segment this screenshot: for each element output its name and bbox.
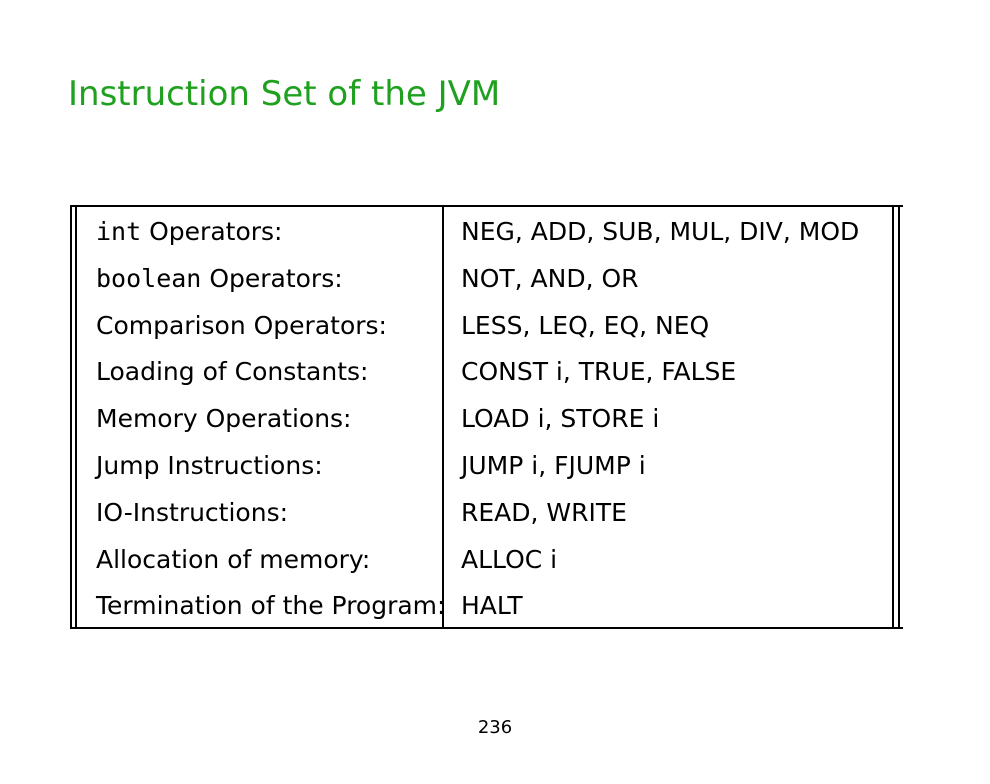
instructions-cell: ALLOC i bbox=[461, 544, 558, 574]
instruction-table bbox=[70, 205, 903, 629]
instructions-cell: LESS, LEQ, EQ, NEQ bbox=[461, 310, 710, 340]
category-code: boolean bbox=[96, 263, 202, 293]
instructions-cell: NOT, AND, OR bbox=[461, 263, 639, 293]
category-cell: IO-Instructions: bbox=[96, 497, 289, 527]
table-row-memory-operations bbox=[70, 396, 903, 443]
category-cell bbox=[96, 256, 343, 303]
category-code: int bbox=[96, 217, 142, 246]
instructions-cell: JUMP i, FJUMP i bbox=[461, 450, 646, 480]
slide-title: Instruction Set of the JVM bbox=[68, 74, 501, 114]
page-number: 236 bbox=[477, 717, 513, 738]
category-cell: Allocation of memory: bbox=[96, 544, 371, 574]
instructions-cell: READ, WRITE bbox=[461, 497, 627, 527]
category-label: Operators: bbox=[209, 263, 343, 293]
instructions-cell: CONST i, TRUE, FALSE bbox=[461, 357, 737, 387]
instructions-cell: LOAD i, STORE i bbox=[461, 404, 660, 434]
instructions-cell: HALT bbox=[461, 591, 523, 621]
instructions-cell: NEG, ADD, SUB, MUL, DIV, MOD bbox=[461, 217, 860, 246]
category-cell: Jump Instructions: bbox=[96, 450, 323, 480]
table-row-allocation-memory bbox=[70, 537, 903, 584]
category-label: Operators: bbox=[149, 217, 283, 246]
category-cell: Memory Operations: bbox=[96, 404, 352, 434]
table-row-termination bbox=[70, 583, 903, 630]
table-row-jump-instructions bbox=[70, 443, 903, 490]
category-cell bbox=[96, 209, 282, 256]
table-row-io-instructions bbox=[70, 490, 903, 537]
category-cell: Comparison Operators: bbox=[96, 310, 387, 340]
category-cell: Termination of the Program: bbox=[96, 591, 446, 621]
table-row-boolean-operators bbox=[70, 256, 903, 303]
table-row-int-operators bbox=[70, 209, 903, 256]
table-row-loading-constants bbox=[70, 349, 903, 396]
category-cell: Loading of Constants: bbox=[96, 357, 369, 387]
table-row-comparison-operators bbox=[70, 303, 903, 350]
